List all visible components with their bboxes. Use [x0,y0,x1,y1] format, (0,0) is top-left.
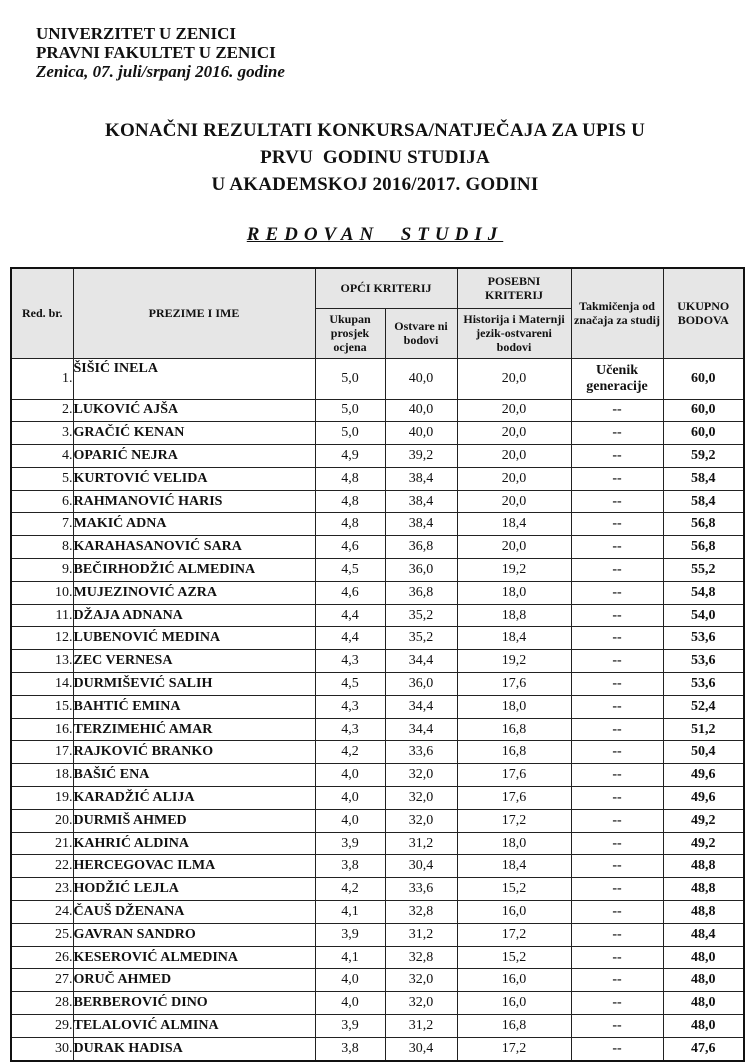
competition-status: -- [571,878,663,901]
student-name: DURMIŠ AHMED [73,809,315,832]
grade-average: 4,8 [315,490,385,513]
competition-status: -- [571,718,663,741]
special-points: 18,4 [457,513,571,536]
grade-average: 4,6 [315,536,385,559]
competition-status: -- [571,969,663,992]
total-points: 52,4 [663,695,744,718]
institution-header [36,24,285,81]
student-name: RAJKOVIĆ BRANKO [73,741,315,764]
row-number: 10. [11,581,73,604]
grade-average: 4,1 [315,946,385,969]
header-points: Ostvare ni bodovi [385,308,457,358]
competition-status: -- [571,809,663,832]
row-number: 12. [11,627,73,650]
special-points: 18,4 [457,627,571,650]
row-number: 21. [11,832,73,855]
general-points: 36,8 [385,536,457,559]
header-special-points: Historija i Maternji jezik-ostvareni bodovi [457,308,571,358]
special-points: 18,4 [457,855,571,878]
grade-average: 3,9 [315,923,385,946]
student-name: BEČIRHODŽIĆ ALMEDINA [73,559,315,582]
general-points: 32,0 [385,787,457,810]
row-number: 16. [11,718,73,741]
student-name: TELALOVIĆ ALMINA [73,1015,315,1038]
grade-average: 5,0 [315,358,385,399]
grade-average: 5,0 [315,422,385,445]
study-type-label: REDOVAN STUDIJ [246,224,504,245]
competition-status: -- [571,855,663,878]
title-line-2: PRVU GODINU STUDIJA [260,147,490,168]
student-name: GAVRAN SANDRO [73,923,315,946]
grade-average: 3,9 [315,832,385,855]
special-points: 20,0 [457,445,571,468]
student-name: DŽAJA ADNANA [73,604,315,627]
general-points: 40,0 [385,358,457,399]
general-points: 32,0 [385,969,457,992]
student-name: HERCEGOVAC ILMA [73,855,315,878]
total-points: 60,0 [663,399,744,422]
header-special-criteria: POSEBNI KRITERIJ [457,268,571,308]
row-number: 2. [11,399,73,422]
competition-status: -- [571,559,663,582]
row-number: 7. [11,513,73,536]
competition-status: -- [571,399,663,422]
table-row [11,1037,744,1060]
special-points: 17,6 [457,673,571,696]
grade-average: 3,8 [315,855,385,878]
table-row [11,764,744,787]
total-points: 48,0 [663,1015,744,1038]
total-points: 48,0 [663,946,744,969]
competition-status: -- [571,787,663,810]
total-points: 56,8 [663,536,744,559]
student-name: KURTOVIĆ VELIDA [73,467,315,490]
row-number: 29. [11,1015,73,1038]
row-number: 13. [11,650,73,673]
row-number: 4. [11,445,73,468]
competition-status: -- [571,627,663,650]
competition-status: -- [571,536,663,559]
table-row [11,832,744,855]
total-points: 58,4 [663,490,744,513]
table-row [11,627,744,650]
row-number: 25. [11,923,73,946]
table-row [11,422,744,445]
table-row [11,467,744,490]
general-points: 32,8 [385,946,457,969]
row-number: 23. [11,878,73,901]
total-points: 48,0 [663,992,744,1015]
special-points: 20,0 [457,399,571,422]
row-number: 28. [11,992,73,1015]
general-points: 30,4 [385,1037,457,1060]
grade-average: 4,5 [315,559,385,582]
table-row [11,673,744,696]
row-number: 15. [11,695,73,718]
student-name: TERZIMEHIĆ AMAR [73,718,315,741]
student-name: KAHRIĆ ALDINA [73,832,315,855]
row-number: 6. [11,490,73,513]
student-name: OPARIĆ NEJRA [73,445,315,468]
competition-status: -- [571,467,663,490]
table-row [11,513,744,536]
student-name: GRAČIĆ KENAN [73,422,315,445]
special-points: 18,0 [457,695,571,718]
total-points: 60,0 [663,358,744,399]
table-row [11,946,744,969]
title-line-3: U AKADEMSKOJ 2016/2017. GODINI [211,174,539,195]
total-points: 49,6 [663,787,744,810]
table-row [11,992,744,1015]
total-points: 51,2 [663,718,744,741]
total-points: 48,0 [663,969,744,992]
student-name: MUJEZINOVIĆ AZRA [73,581,315,604]
general-points: 34,4 [385,718,457,741]
competition-status: -- [571,992,663,1015]
competition-status: -- [571,604,663,627]
grade-average: 4,9 [315,445,385,468]
general-points: 38,4 [385,490,457,513]
student-name: KARAHASANOVIĆ SARA [73,536,315,559]
total-points: 47,6 [663,1037,744,1060]
student-name: ŠIŠIĆ INELA [73,358,315,399]
general-points: 32,0 [385,764,457,787]
special-points: 16,8 [457,718,571,741]
header-total: UKUPNO BODOVA [663,268,744,358]
grade-average: 4,3 [315,718,385,741]
row-number: 30. [11,1037,73,1060]
row-number: 17. [11,741,73,764]
faculty-name: PRAVNI FAKULTET U ZENICI [36,43,276,62]
special-points: 20,0 [457,490,571,513]
special-points: 17,6 [457,764,571,787]
student-name: ORUČ AHMED [73,969,315,992]
table-row [11,399,744,422]
general-points: 40,0 [385,399,457,422]
table-row [11,718,744,741]
general-points: 38,4 [385,467,457,490]
total-points: 53,6 [663,650,744,673]
grade-average: 3,9 [315,1015,385,1038]
special-points: 15,2 [457,946,571,969]
general-points: 30,4 [385,855,457,878]
row-number: 9. [11,559,73,582]
general-points: 35,2 [385,627,457,650]
special-points: 17,6 [457,787,571,810]
special-points: 20,0 [457,467,571,490]
table-row [11,358,744,399]
special-points: 19,2 [457,650,571,673]
grade-average: 4,1 [315,901,385,924]
general-points: 35,2 [385,604,457,627]
header-name: PREZIME I IME [73,268,315,358]
row-number: 27. [11,969,73,992]
grade-average: 4,0 [315,969,385,992]
competition-status: -- [571,764,663,787]
competition-status: -- [571,695,663,718]
row-number: 19. [11,787,73,810]
competition-status: Učenik generacije [571,358,663,399]
table-row [11,787,744,810]
table-row [11,490,744,513]
competition-status: -- [571,1015,663,1038]
table-row [11,1015,744,1038]
grade-average: 4,3 [315,695,385,718]
competition-status: -- [571,946,663,969]
student-name: BERBEROVIĆ DINO [73,992,315,1015]
special-points: 15,2 [457,878,571,901]
total-points: 49,6 [663,764,744,787]
total-points: 54,8 [663,581,744,604]
row-number: 8. [11,536,73,559]
general-points: 34,4 [385,695,457,718]
total-points: 54,0 [663,604,744,627]
document-title [0,117,750,198]
student-name: BAHTIĆ EMINA [73,695,315,718]
table-row [11,878,744,901]
general-points: 38,4 [385,513,457,536]
row-number: 11. [11,604,73,627]
date-line: Zenica, 07. juli/srpanj 2016. godine [36,62,285,81]
table-row [11,855,744,878]
general-points: 34,4 [385,650,457,673]
special-points: 20,0 [457,536,571,559]
general-points: 32,0 [385,992,457,1015]
row-number: 20. [11,809,73,832]
total-points: 59,2 [663,445,744,468]
table-row [11,695,744,718]
grade-average: 4,4 [315,604,385,627]
student-name: RAHMANOVIĆ HARIS [73,490,315,513]
row-number: 26. [11,946,73,969]
total-points: 50,4 [663,741,744,764]
total-points: 53,6 [663,627,744,650]
special-points: 20,0 [457,358,571,399]
student-name: DURAK HADISA [73,1037,315,1060]
grade-average: 4,4 [315,627,385,650]
total-points: 53,6 [663,673,744,696]
general-points: 32,8 [385,901,457,924]
special-points: 16,0 [457,901,571,924]
header-rb: Red. br. [11,268,73,358]
grade-average: 4,2 [315,741,385,764]
student-name: MAKIĆ ADNA [73,513,315,536]
total-points: 48,8 [663,855,744,878]
special-points: 19,2 [457,559,571,582]
title-line-1: KONAČNI REZULTATI KONKURSA/NATJEČAJA ZA UPIS U [104,120,646,141]
student-name: ČAUŠ DŽENANA [73,901,315,924]
special-points: 17,2 [457,923,571,946]
row-number: 14. [11,673,73,696]
grade-average: 4,8 [315,513,385,536]
special-points: 16,0 [457,992,571,1015]
student-name: BAŠIĆ ENA [73,764,315,787]
table-row [11,559,744,582]
grade-average: 4,2 [315,878,385,901]
competition-status: -- [571,741,663,764]
total-points: 58,4 [663,467,744,490]
total-points: 48,8 [663,878,744,901]
general-points: 33,6 [385,878,457,901]
header-general-criteria: OPĆI KRITERIJ [315,268,457,308]
table-row [11,809,744,832]
row-number: 24. [11,901,73,924]
table-row [11,650,744,673]
competition-status: -- [571,490,663,513]
grade-average: 4,5 [315,673,385,696]
competition-status: -- [571,923,663,946]
table-row [11,581,744,604]
special-points: 16,8 [457,1015,571,1038]
student-name: LUBENOVIĆ MEDINA [73,627,315,650]
competition-status: -- [571,513,663,536]
special-points: 16,8 [457,741,571,764]
grade-average: 4,6 [315,581,385,604]
table-row [11,445,744,468]
special-points: 18,0 [457,581,571,604]
total-points: 48,8 [663,901,744,924]
competition-status: -- [571,581,663,604]
general-points: 39,2 [385,445,457,468]
row-number: 22. [11,855,73,878]
competition-status: -- [571,445,663,468]
results-table [10,267,745,1062]
general-points: 36,0 [385,559,457,582]
table-row [11,923,744,946]
row-number: 5. [11,467,73,490]
total-points: 56,8 [663,513,744,536]
student-name: HODŽIĆ LEJLA [73,878,315,901]
competition-status: -- [571,1037,663,1060]
table-row [11,969,744,992]
special-points: 17,2 [457,809,571,832]
competition-status: -- [571,422,663,445]
special-points: 18,0 [457,832,571,855]
competition-status: -- [571,832,663,855]
student-name: DURMIŠEVIĆ SALIH [73,673,315,696]
grade-average: 4,0 [315,992,385,1015]
special-points: 20,0 [457,422,571,445]
student-name: ZEC VERNESA [73,650,315,673]
total-points: 48,4 [663,923,744,946]
total-points: 49,2 [663,832,744,855]
grade-average: 4,0 [315,809,385,832]
grade-average: 4,0 [315,764,385,787]
row-number: 18. [11,764,73,787]
total-points: 60,0 [663,422,744,445]
student-name: KESEROVIĆ ALMEDINA [73,946,315,969]
table-row [11,741,744,764]
row-number: 3. [11,422,73,445]
general-points: 40,0 [385,422,457,445]
row-number: 1. [11,358,73,399]
grade-average: 4,0 [315,787,385,810]
special-points: 16,0 [457,969,571,992]
competition-status: -- [571,650,663,673]
table-row [11,901,744,924]
study-type-heading [0,224,750,246]
general-points: 32,0 [385,809,457,832]
grade-average: 5,0 [315,399,385,422]
header-competitions: Takmičenja od značaja za studij [571,268,663,358]
general-points: 36,0 [385,673,457,696]
special-points: 17,2 [457,1037,571,1060]
table-row [11,604,744,627]
general-points: 36,8 [385,581,457,604]
student-name: KARADŽIĆ ALIJA [73,787,315,810]
header-average: Ukupan prosjek ocjena [315,308,385,358]
general-points: 31,2 [385,923,457,946]
general-points: 33,6 [385,741,457,764]
total-points: 55,2 [663,559,744,582]
competition-status: -- [571,673,663,696]
table-row [11,536,744,559]
grade-average: 3,8 [315,1037,385,1060]
total-points: 49,2 [663,809,744,832]
general-points: 31,2 [385,832,457,855]
grade-average: 4,3 [315,650,385,673]
university-name: UNIVERZITET U ZENICI [36,24,236,43]
results-body [11,358,744,1061]
special-points: 18,8 [457,604,571,627]
general-points: 31,2 [385,1015,457,1038]
grade-average: 4,8 [315,467,385,490]
student-name: LUKOVIĆ AJŠA [73,399,315,422]
competition-status: -- [571,901,663,924]
